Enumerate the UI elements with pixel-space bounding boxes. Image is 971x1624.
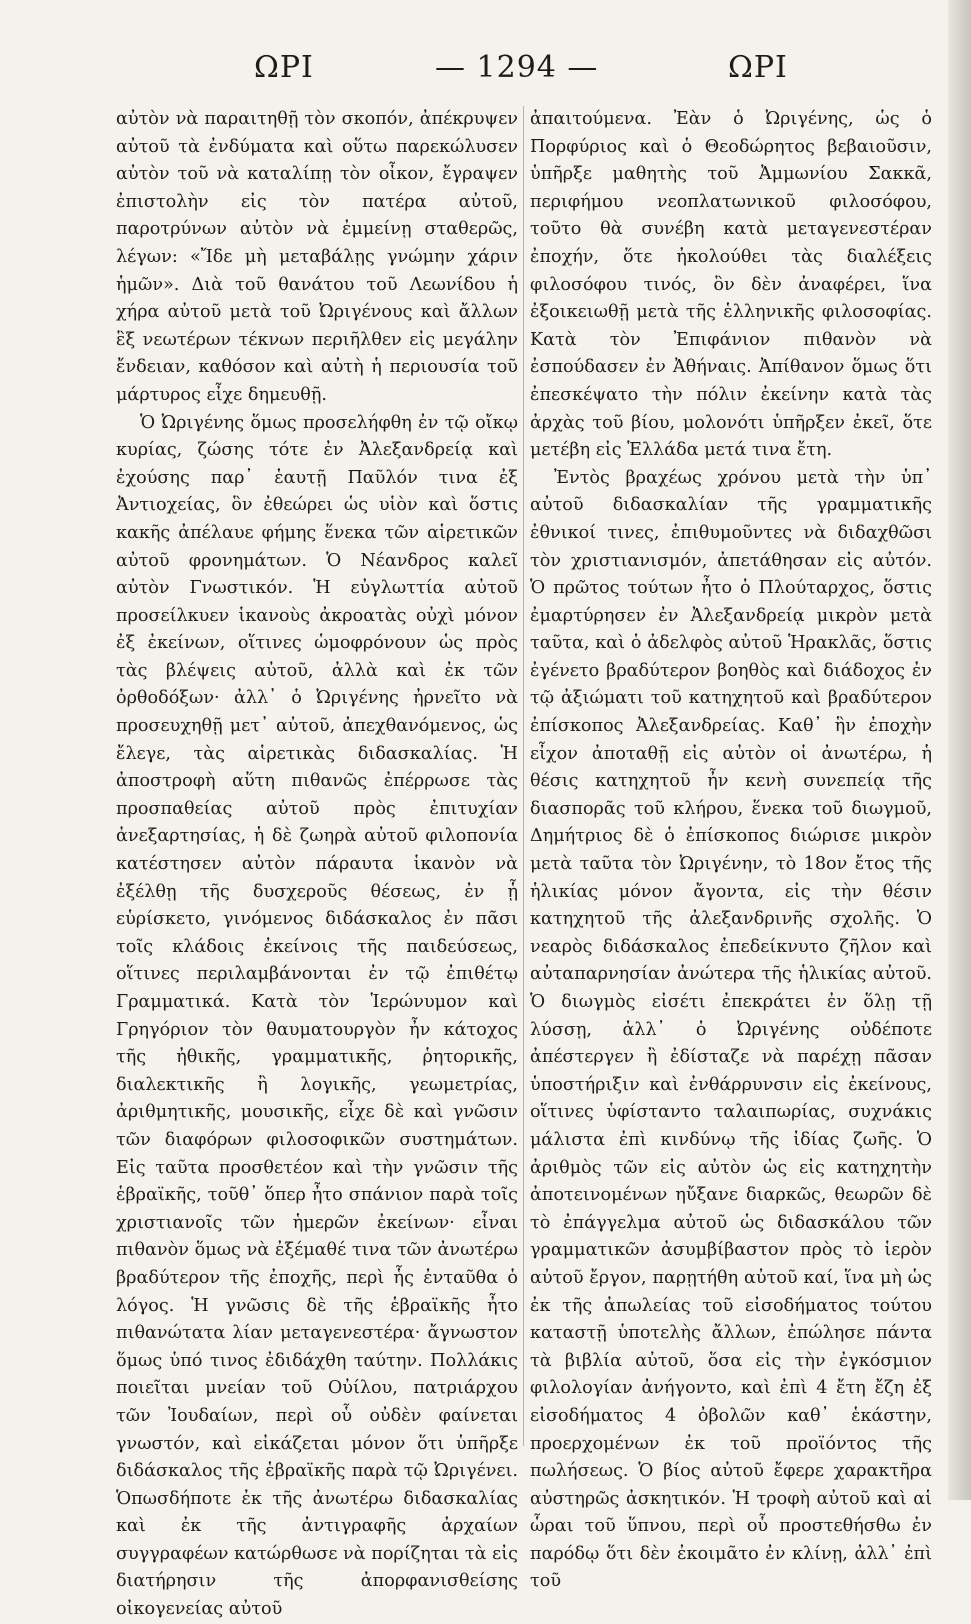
column-divider	[523, 106, 524, 1446]
right-paragraph-1: ἀπαιτούμενα. Ἐὰν ὁ Ὠριγένης, ὡς ὁ Πορφύριος καὶ ὁ Θεοδώρητος βεβαιοῦσιν, ὑπῆρξε μαθητὴς τοῦ Ἀμμωνίου Σακκᾶ, περιφήμου νεοπλατωνικοῦ φιλοσόφου, τοῦτο θὰ συνέβη κατὰ μεταγενεστέραν ἐποχήν, ὅτε ἠκολούθει τὰς διαλέξεις φιλοσόφου τινός, ὃν δὲν ἀναφέρει, ἵνα ἐξοικειωθῇ μετὰ τῆς ἑλληνικῆς φιλοσοφίας. Κατὰ τὸν Ἐπιφάνιον πιθανὸν νὰ ἐσπούδασεν ἐν Ἀθήναις. Ἀπίθανον ὅμως ὅτι ἐπεσκέψατο τὴν πόλιν ἐκείνην κατὰ τὰς ἀρχὰς τοῦ βίου, μολονότι ὑπῆρξεν ἐκεῖ, ὅτε μετέβη εἰς Ἑλλάδα μετά τινα ἔτη.	[530, 109, 932, 461]
page-number: — 1294 —	[435, 50, 599, 85]
running-header	[100, 50, 860, 90]
right-column	[530, 106, 932, 1596]
header-right-word: ΩΡΙ	[728, 50, 788, 85]
page-edge-shadow	[948, 0, 971, 1500]
left-paragraph-2: Ὁ Ὠριγένης ὅμως προσελήφθη ἐν τῷ οἴκῳ κυρίας, ζώσης τότε ἐν Ἀλεξανδρείᾳ καὶ ἐχούσης παρ᾽ ἑαυτῇ Παῦλόν τινα ἐξ Ἀντιοχείας, ὃν ἐθεώρει ὡς υἱὸν καὶ ὅστις κακῆς ἀπέλαυε φήμης ἕνεκα τῶν αἱρετικῶν αὐτοῦ φρονημάτων. Ὁ Νέανδρος καλεῖ αὐτὸν Γνωστικόν. Ἡ εὐγλωττία αὐτοῦ προσείλκυεν ἱκανοὺς ἀκροατὰς οὐχὶ μόνον ἐξ ἐκείνων, οἵτινες ὡμοφρόνουν ὡς πρὸς τὰς βλέψεις αὐτοῦ, ἀλλὰ καὶ ἐκ τῶν ὀρθοδόξων· ἀλλ᾽ ὁ Ὠριγένης ἠρνεῖτο νὰ προσευχηθῇ μετ᾽ αὐτοῦ, ἀπεχθανόμενος, ὡς ἔλεγε, τὰς αἱρετικὰς διδασκαλίας. Ἡ ἀποστροφὴ αὕτη πιθανῶς ἐπέρρωσε τὰς προσπαθείας αὐτοῦ πρὸς ἐπιτυχίαν ἀνεξαρτησίας, ἡ δὲ ζωηρὰ αὐτοῦ φιλοπονία κατέστησεν αὐτὸν πάραυτα ἱκανὸν νὰ ἐξέλθῃ τῆς δυσχεροῦς θέσεως, ἐν ᾗ εὑρίσκετο, γινόμενος διδάσκαλος ἐν πᾶσι τοῖς κλάδοις ἐκείνοις τῆς παιδεύσεως, οἵτινες περιλαμβάνονται ἐν τῷ ἐπιθέτῳ Γραμματικά. Κατὰ τὸν Ἱερώνυμον καὶ Γρηγόριον τὸν θαυματουργὸν ἦν κάτοχος τῆς ἠθικῆς, γραμματικῆς, ῥητορικῆς, διαλεκτικῆς ἢ λογικῆς, γεωμετρίας, ἀριθμητικῆς, μουσικῆς, εἶχε δὲ καὶ γνῶσιν τῶν διαφόρων φιλοσοφικῶν συστημάτων. Εἰς ταῦτα προσθετέον καὶ τὴν γνῶσιν τῆς ἑβραϊκῆς, τοῦθ᾽ ὅπερ ἦτο σπάνιον παρὰ τοῖς χριστιανοῖς τῶν ἡμερῶν ἐκείνων· εἶναι πιθανὸν ὅμως νὰ ἐξέμαθέ τινα τῶν ἀνωτέρω βραδύτερον τῆς ἐποχῆς, περὶ ἧς ἐνταῦθα ὁ λόγος. Ἡ γνῶσις δὲ τῆς ἑβραϊκῆς ἦτο πιθανώτατα λίαν μεταγενεστέρα· ἄγνωστον ὅμως ὑπό τινος ἐδιδάχθη ταύτην. Πολλάκις ποιεῖται μνείαν τοῦ Οὐίλου, πατριάρχου τῶν Ἰουδαίων, περὶ οὗ οὐδὲν φαίνεται γνωστόν, καὶ εἰκάζεται μόνον ὅτι ὑπῆρξε διδάσκαλος τῆς ἑβραϊκῆς παρὰ τῷ Ὠριγένει. Ὁπωσδήποτε ἐκ τῆς ἀνωτέρω διδασκαλίας καὶ ἐκ τῆς ἀντιγραφῆς ἀρχαίων συγγραφέων κατώρθωσε νὰ πορίζηται τὰ εἰς διατήρησιν τῆς ἀπορφανισθείσης οἰκογενείας αὐτοῦ	[116, 412, 518, 1620]
right-paragraph-2: Ἐντὸς βραχέως χρόνου μετὰ τὴν ὑπ᾽ αὐτοῦ διδασκαλίαν τῆς γραμματικῆς ἐθνικοί τινες, ἐπιθυμοῦντες νὰ διδαχθῶσι τὸν χριστιανισμόν, ἀπετάθησαν εἰς αὐτόν. Ὁ πρῶτος τούτων ἦτο ὁ Πλούταρχος, ὅστις ἐμαρτύρησεν ἐν Ἀλεξανδρείᾳ μικρὸν μετὰ ταῦτα, καὶ ὁ ἀδελφὸς αὐτοῦ Ἡρακλᾶς, ὅστις ἐγένετο βραδύτερον βοηθὸς καὶ διάδοχος ἐν τῷ ἀξιώματι τοῦ κατηχητοῦ καὶ βραδύτερον ἐπίσκοπος Ἀλεξανδρείας. Καθ᾽ ἣν ἐποχὴν εἶχον ἀποταθῇ εἰς αὐτὸν οἱ ἀνωτέρω, ἡ θέσις κατηχητοῦ ἦν κενὴ συνεπείᾳ τῆς διασπορᾶς τοῦ κλήρου, ἕνεκα τοῦ διωγμοῦ, Δημήτριος δὲ ὁ ἐπίσκοπος διώρισε μικρὸν μετὰ ταῦτα τὸν Ὠριγένην, τὸ 18ον ἔτος τῆς ἡλικίας μόνον ἄγοντα, εἰς τὴν θέσιν κατηχητοῦ τῆς ἀλεξανδρινῆς σχολῆς. Ὁ νεαρὸς διδάσκαλος ἐπεδείκνυτο ζῆλον καὶ αὐταπαρνησίαν ἀνώτερα τῆς ἡλικίας αὐτοῦ. Ὁ διωγμὸς εἰσέτι ἐπεκράτει ἐν ὅλῃ τῇ λύσσῃ, ἀλλ᾽ ὁ Ὠριγένης οὐδέποτε ἀπέστεργεν ἢ ἐδίσταζε νὰ παρέχῃ πᾶσαν ὑποστήριξιν καὶ ἐνθάρρυνσιν εἰς ἐκείνους, οἵτινες ὑφίσταντο ταλαιπωρίας, συχνάκις μάλιστα ἐπὶ κινδύνῳ τῆς ἰδίας ζωῆς. Ὁ ἀριθμὸς τῶν εἰς αὐτὸν ὡς εἰς κατηχητὴν ἀποτεινομένων ηὔξανε διαρκῶς, θεωρῶν δὲ τὸ ἐπάγγελμα αὐτοῦ ὡς διδασκάλου τῶν γραμματικῶν ἀσυμβίβαστον πρὸς τὸ ἱερὸν αὐτοῦ ἔργον, παρῃτήθη αὐτοῦ καί, ἵνα μὴ ὡς ἐκ τῆς ἀπωλείας τοῦ εἰσοδήματος τούτου καταστῇ ὑποτελὴς ἄλλων, ἐπώλησε πάντα τὰ βιβλία αὐτοῦ, ὅσα εἰς τὴν ἐγκόσμιον φιλολογίαν ἀνήγοντο, καὶ ἐπὶ 4 ἔτη ἔζη ἐξ εἰσοδήματος 4 ὀβολῶν καθ᾽ ἑκάστην, προερχομένων ἐκ τοῦ προϊόντος τῆς πωλήσεως. Ὁ βίος αὐτοῦ ἔφερε χαρακτῆρα αὐστηρῶς ἀσκητικόν. Ἡ τροφὴ αὐτοῦ καὶ αἱ ὧραι τοῦ ὕπνου, περὶ οὗ προστεθήσθω ἐν παρόδῳ ὅτι δὲν ἐκοιμᾶτο ἐν κλίνῃ, ἀλλ᾽ ἐπὶ τοῦ	[530, 467, 932, 1592]
left-paragraph-1: αὐτὸν νὰ παραιτηθῇ τὸν σκοπόν, ἀπέκρυψεν αὐτοῦ τὰ ἐνδύματα καὶ οὕτω παρεκώλυσεν αὐτὸν τοῦ νὰ καταλίπῃ τὸν οἶκον, ἔγραψεν ἐπιστολὴν εἰς τὸν πατέρα αὐτοῦ, παροτρύνων αὐτὸν νὰ ἐμμείνῃ σταθερῶς, λέγων: «Ἴδε μὴ μεταβάλῃς γνώμην χάριν ἡμῶν». Διὰ τοῦ θανάτου τοῦ Λεωνίδου ἡ χήρα αὐτοῦ μετὰ τοῦ Ὠριγένους καὶ ἄλλων ἓξ νεωτέρων τέκνων περιῆλθεν εἰς μεγάλην ἔνδειαν, καθόσον καὶ αὐτὴ ἡ περιουσία τοῦ μάρτυρος εἶχε δημευθῇ.	[116, 109, 518, 405]
header-left-word: ΩΡΙ	[254, 50, 314, 85]
left-column	[116, 106, 518, 1624]
